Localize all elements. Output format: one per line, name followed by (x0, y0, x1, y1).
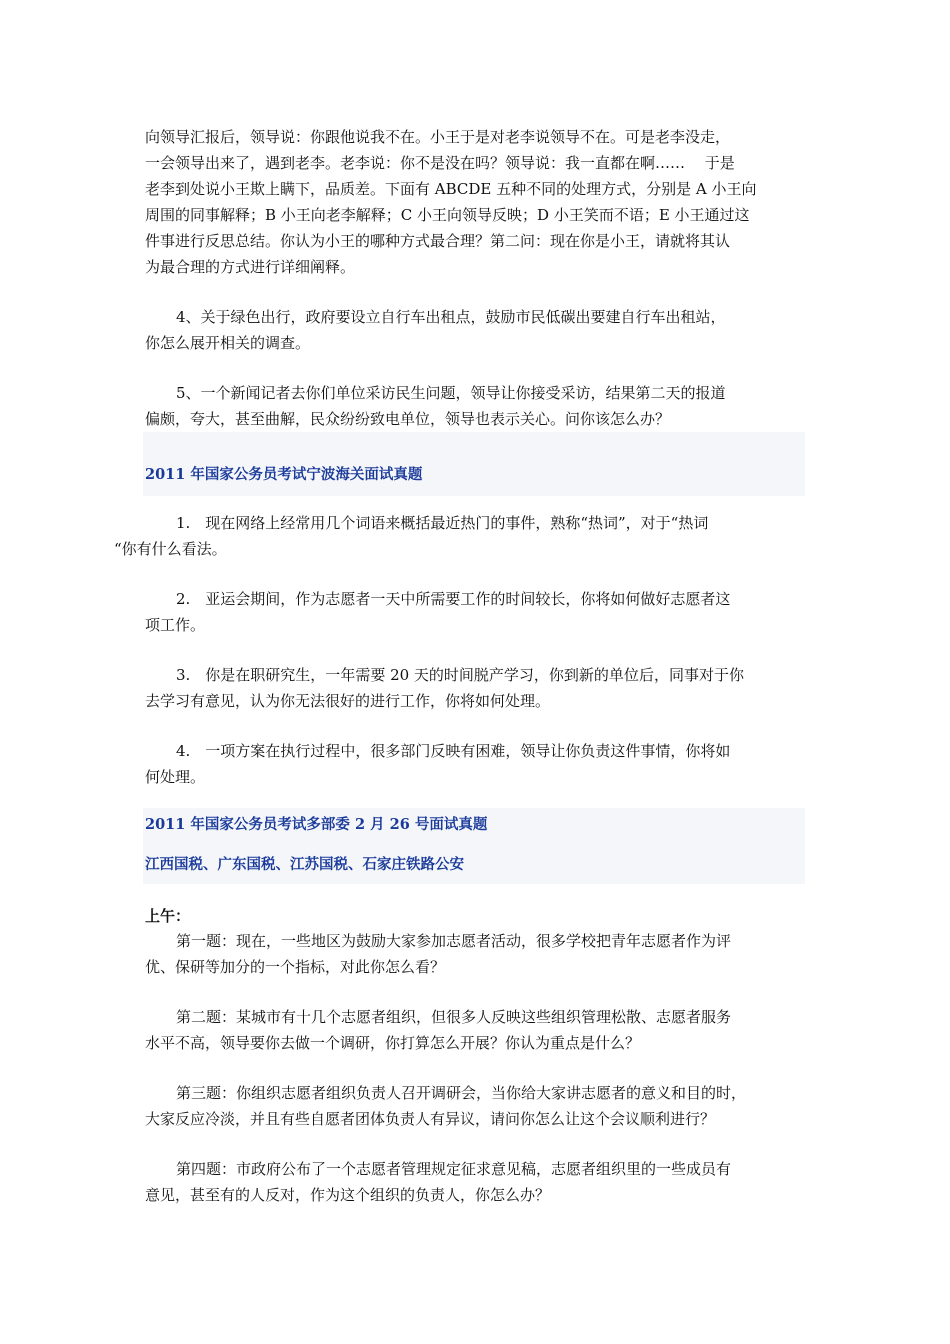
intro-line: 件事进行反思总结。你认为小王的哪种方式最合理？第二问：现在你是小王，请就将其认 (145, 232, 731, 250)
multi-question-3: 第三题：你组织志愿者组织负责人召开调研会，当你给大家讲志愿者的意义和目的时， 大家反应冷淡，并且有些自愿者团体负责人有异议，请问你怎么让这个会议顺利进行？ (145, 1084, 747, 1128)
multi-question-1: 第一题：现在，一些地区为鼓励大家参加志愿者活动，很多学校把青年志愿者作为评 优、保研等加分的一个指标，对此你怎么看？ (145, 932, 732, 976)
section-subheading-bureaus: 江西国税、广东国税、江苏国税、石家庄铁路公安 (145, 856, 464, 873)
section-heading-band (143, 808, 805, 884)
section-heading-ningbo: 2011 年国家公务员考试宁波海关面试真题 (145, 466, 423, 483)
ningbo-question-4: 4. 一项方案在执行过程中，很多部门反映有困难，领导让你负责这件事情，你将如 何处理。 (145, 742, 731, 786)
session-label: 上午： (145, 907, 191, 925)
intro-line: 周围的同事解释；B 小王向老李解释；C 小王向领导反映；D 小王笑而不语；E 小王通过这 (145, 206, 750, 224)
intro-line: 一会领导出来了，遇到老李。老李说：你不是没在吗？领导说：我一直都在啊…… 于是 (145, 154, 735, 172)
intro-line: 向领导汇报后，领导说：你跟他说我不在。小王于是对老李说领导不在。可是老李没走， (145, 128, 731, 146)
ningbo-question-1: 1. 现在网络上经常用几个词语来概括最近热门的事件，熟称“热词”，对于“热词 “你有什么看法。 (114, 514, 709, 558)
section-heading-band (143, 432, 805, 496)
multi-question-4: 第四题：市政府公布了一个志愿者管理规定征求意见稿，志愿者组织里的一些成员有 意见，甚至有的人反对，作为这个组织的负责人，你怎么办？ (145, 1160, 732, 1204)
ningbo-question-2: 2. 亚运会期间，作为志愿者一天中所需要工作的时间较长，你将如何做好志愿者这 项工作。 (145, 590, 731, 634)
question-4-paragraph: 4、关于绿色出行，政府要设立自行车出租点，鼓励市民低碳出要建自行车出租站， 你怎么展开相关的调查。 (145, 308, 726, 352)
ningbo-question-3: 3. 你是在职研究生，一年需要 20 天的时间脱产学习，你到新的单位后，同事对于你 去学习有意见，认为你无法很好的进行工作，你将如何处理。 (145, 666, 744, 710)
intro-line: 老李到处说小王欺上瞒下，品质差。下面有 ABCDE 五种不同的处理方式，分别是 A 小王向 (145, 180, 757, 198)
question-5-paragraph: 5、一个新闻记者去你们单位采访民生问题，领导让你接受采访，结果第二天的报道 偏颇，夸大，甚至曲解，民众纷纷致电单位，领导也表示关心。问你该怎么办？ (145, 384, 726, 428)
intro-paragraph (145, 124, 805, 280)
intro-line: 为最合理的方式进行详细阐释。 (145, 258, 356, 276)
document-page (114, 124, 805, 1208)
section-heading-multi: 2011 年国家公务员考试多部委 2 月 26 号面试真题 (145, 816, 488, 833)
multi-question-2: 第二题：某城市有十几个志愿者组织，但很多人反映这些组织管理松散、志愿者服务 水平不高，领导要你去做一个调研，你打算怎么开展？你认为重点是什么？ (145, 1008, 732, 1052)
